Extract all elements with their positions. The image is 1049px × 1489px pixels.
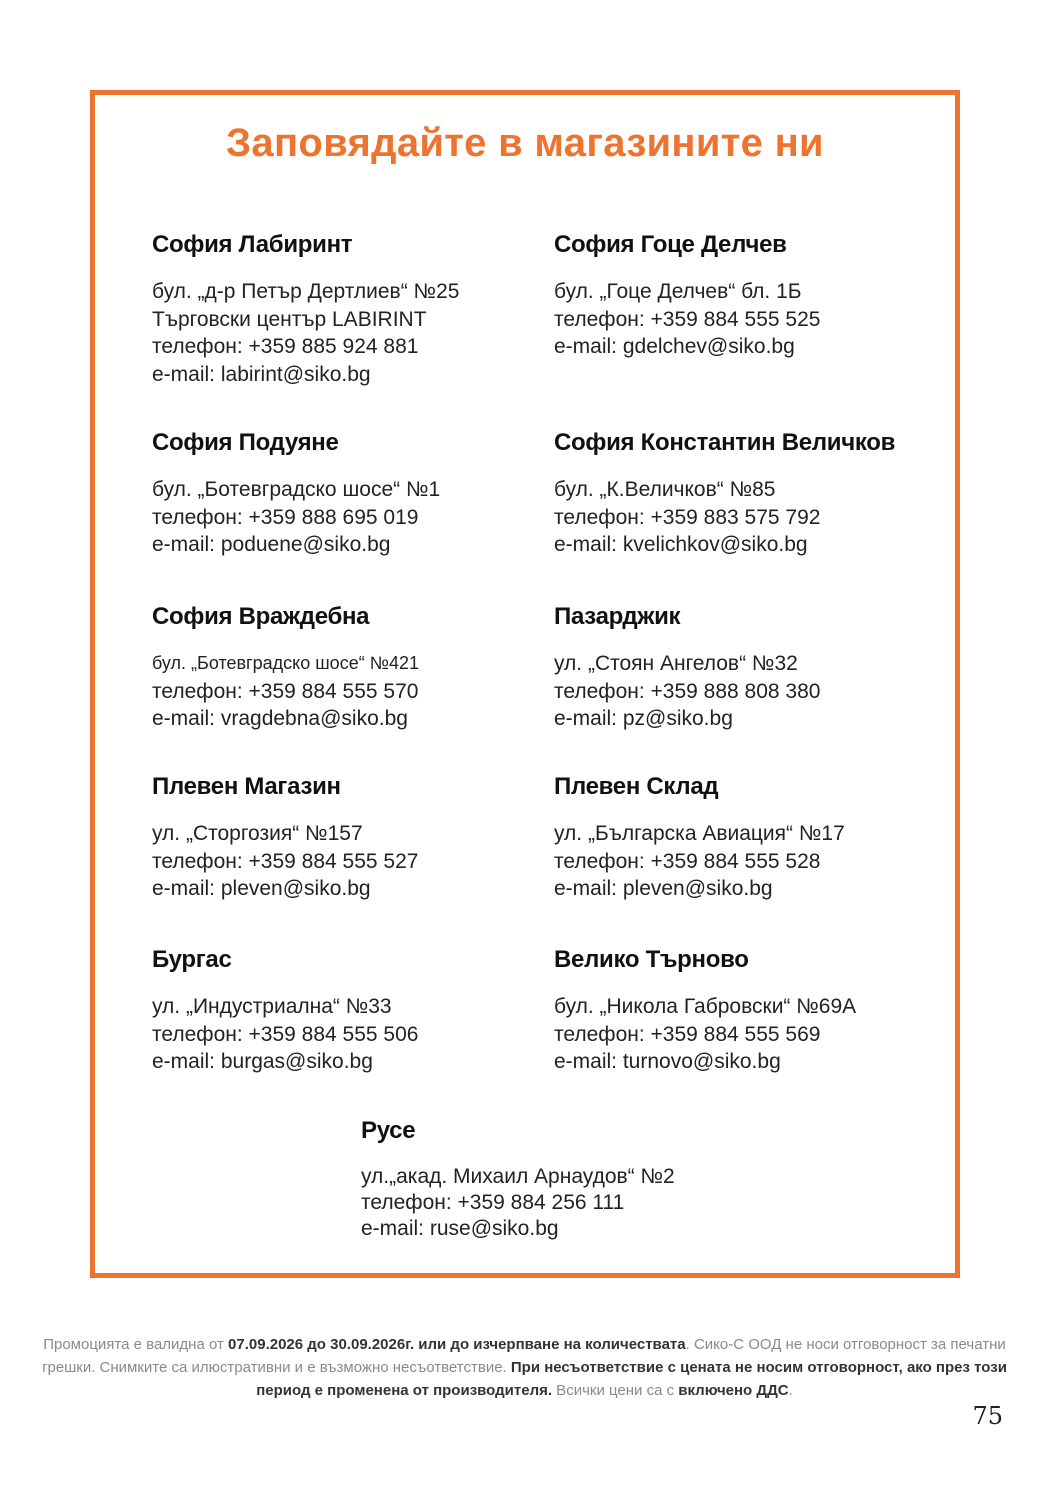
- disclaimer-text: . Сико-С ООД не носи отговорност за печатни грешки. Снимките са илюстративни и е възможно несъответствие.: [42, 1336, 1006, 1376]
- store-phone: телефон: +359 884 555 570: [152, 679, 419, 703]
- promo-disclaimer: [40, 1333, 1009, 1402]
- store-phone: телефон: +359 885 924 881: [152, 335, 419, 358]
- stores-frame: [90, 90, 960, 1278]
- store-email[interactable]: e-mail: kvelichkov@siko.bg: [554, 533, 808, 556]
- store-address: бул. „К.Величков“ №85: [554, 478, 776, 501]
- store-phone: телефон: +359 888 808 380: [554, 679, 821, 703]
- store-address: ул.„акад. Михаил Арнаудов“ №2: [361, 1165, 675, 1188]
- store-name: София Гоце Делчев: [554, 231, 787, 258]
- disclaimer-vat: включено ДДС: [678, 1382, 789, 1399]
- store-phone: телефон: +359 884 555 527: [152, 849, 419, 873]
- store-block: [554, 230, 954, 361]
- store-name: Пазарджик: [554, 603, 681, 630]
- disclaimer-text: Промоцията е валидна от: [43, 1336, 229, 1353]
- store-block: [152, 772, 552, 903]
- store-name: София Подуяне: [152, 429, 339, 456]
- store-name: Русе: [361, 1117, 416, 1144]
- store-block: [554, 945, 954, 1076]
- store-address: ул. „Стоян Ангелов“ №32: [554, 652, 798, 675]
- store-name: София Враждебна: [152, 603, 370, 630]
- store-name: Плевен Магазин: [152, 773, 341, 800]
- store-phone: телефон: +359 884 256 111: [361, 1191, 625, 1214]
- page-number: 75: [972, 1402, 1003, 1430]
- store-email[interactable]: e-mail: vragdebna@siko.bg: [152, 707, 408, 730]
- store-address-extra: Търговски център LABIRINT: [152, 307, 427, 331]
- disclaimer-price-note: При несъответствие с цената не носим отговорност, ако през този период е променена от производителя.: [256, 1359, 1007, 1399]
- store-block: [152, 230, 552, 388]
- store-block: [361, 1116, 761, 1242]
- store-email[interactable]: e-mail: burgas@siko.bg: [152, 1050, 373, 1073]
- store-phone: телефон: +359 884 555 528: [554, 849, 821, 873]
- store-address: ул. „Индустриална“ №33: [152, 995, 392, 1018]
- store-name: Велико Търново: [554, 946, 749, 973]
- store-email[interactable]: e-mail: turnovo@siko.bg: [554, 1050, 781, 1073]
- store-address: бул. „Ботевградско шосе“ №1: [152, 478, 441, 501]
- disclaimer-text: Всички цени са с: [552, 1382, 679, 1399]
- store-email[interactable]: e-mail: poduene@siko.bg: [152, 533, 391, 556]
- store-email[interactable]: e-mail: pleven@siko.bg: [152, 877, 371, 900]
- store-email[interactable]: e-mail: labirint@siko.bg: [152, 362, 371, 386]
- store-address: ул. „Сторгозия“ №157: [152, 822, 363, 845]
- disclaimer-validity: 07.09.2026 до 30.09.2026г. или до изчерпване на количествата: [228, 1336, 686, 1353]
- store-email[interactable]: e-mail: gdelchev@siko.bg: [554, 335, 795, 358]
- store-block: [554, 772, 954, 903]
- store-block: [152, 602, 552, 733]
- page-title: Заповядайте в магазините ни: [226, 121, 824, 165]
- store-address: бул. „д-р Петър Дертлиев“ №25: [152, 280, 460, 303]
- store-address: ул. „Българска Авиация“ №17: [554, 822, 845, 845]
- store-email[interactable]: e-mail: pleven@siko.bg: [554, 877, 773, 900]
- store-address: бул. „Никола Габровски“ №69А: [554, 995, 857, 1018]
- store-name: София Константин Величков: [554, 429, 896, 456]
- store-block: [152, 428, 552, 559]
- store-block: [554, 602, 954, 733]
- store-phone: телефон: +359 884 555 569: [554, 1022, 821, 1046]
- store-address: бул. „Ботевградско шосе“ №421: [152, 653, 420, 673]
- store-phone: телефон: +359 884 555 506: [152, 1022, 419, 1046]
- store-address: бул. „Гоце Делчев“ бл. 1Б: [554, 280, 802, 303]
- store-block: [152, 945, 552, 1076]
- store-name: Бургас: [152, 946, 232, 973]
- store-phone: телефон: +359 888 695 019: [152, 505, 419, 529]
- store-phone: телефон: +359 883 575 792: [554, 505, 821, 529]
- disclaimer-text: .: [788, 1382, 793, 1399]
- store-phone: телефон: +359 884 555 525: [554, 307, 821, 331]
- store-email[interactable]: e-mail: pz@siko.bg: [554, 707, 733, 730]
- store-name: София Лабиринт: [152, 231, 353, 258]
- store-block: [554, 428, 954, 559]
- store-name: Плевен Склад: [554, 773, 719, 800]
- store-email[interactable]: e-mail: ruse@siko.bg: [361, 1217, 559, 1240]
